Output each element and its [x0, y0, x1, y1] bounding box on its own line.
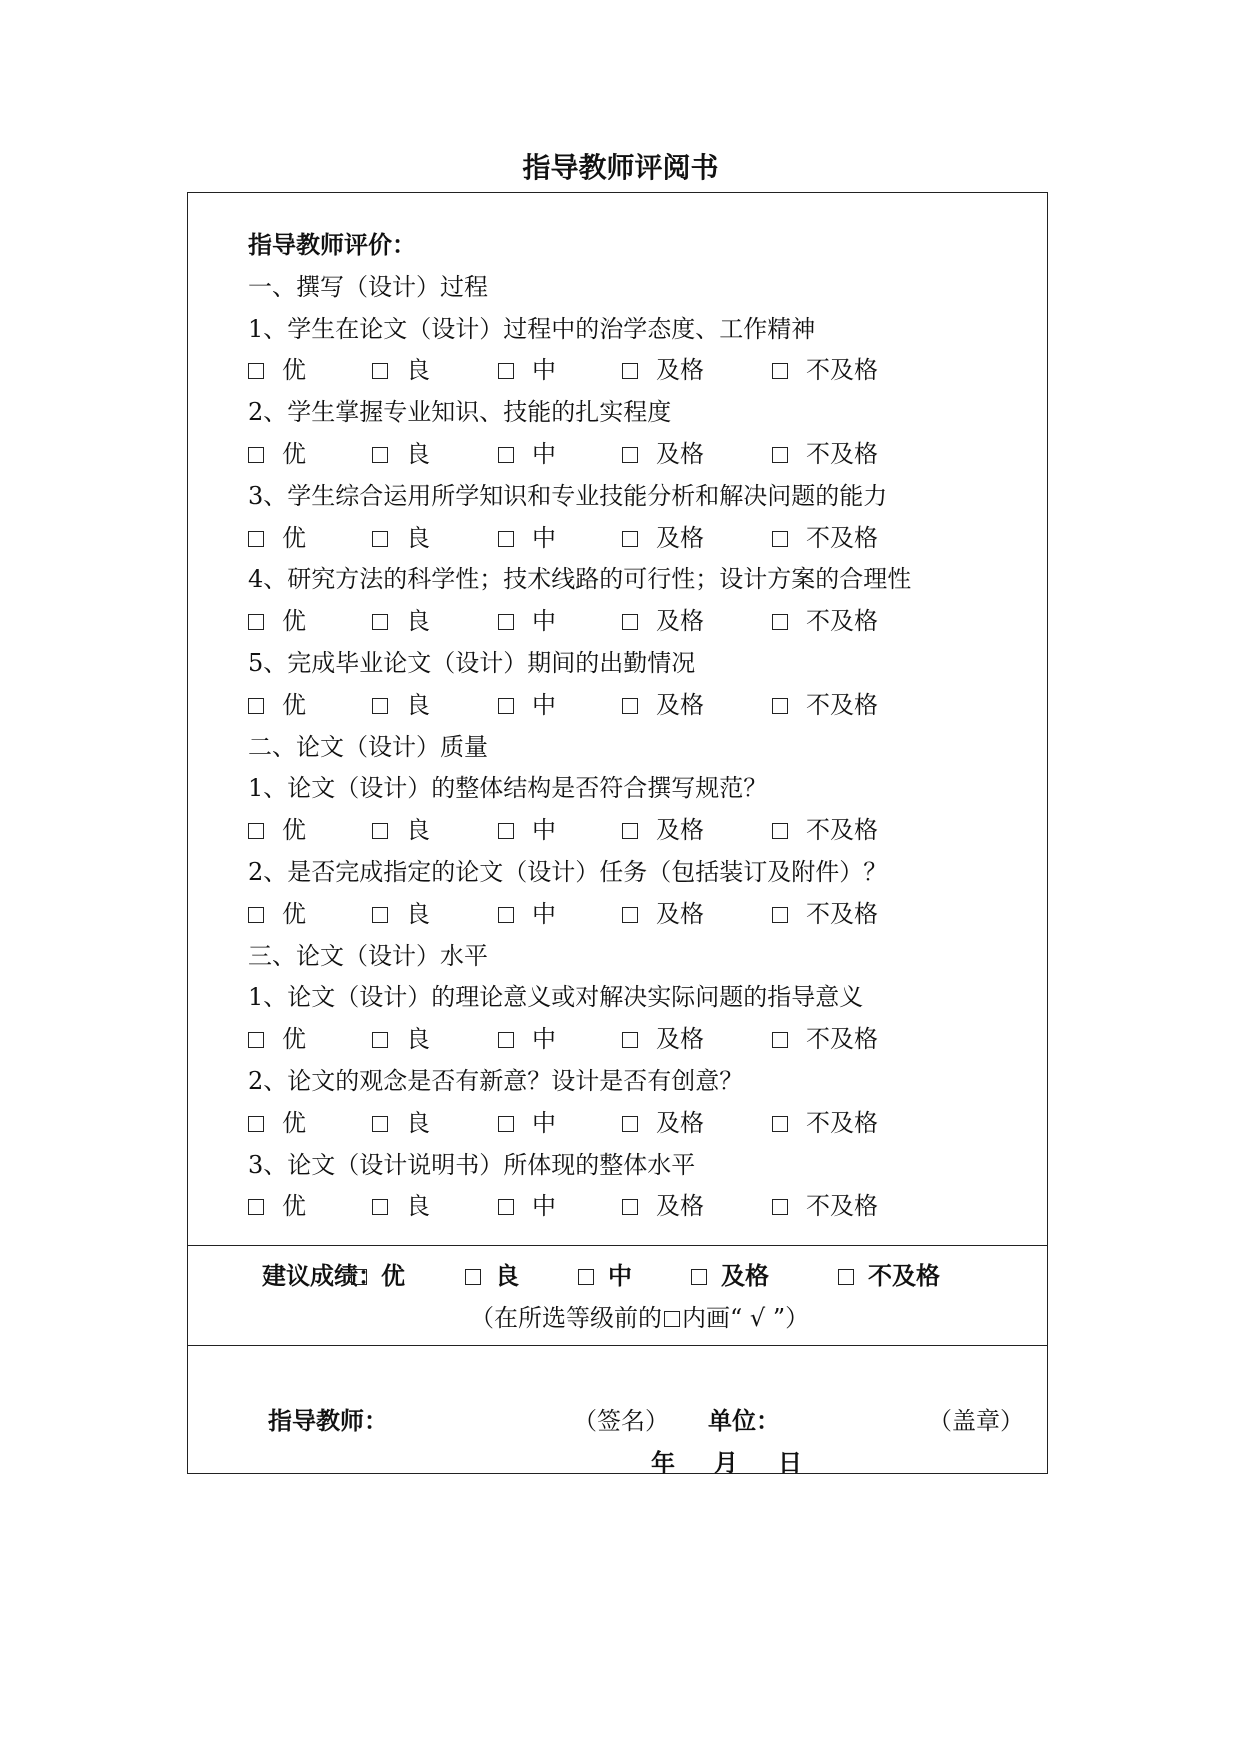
checkbox[interactable]	[248, 1199, 264, 1215]
checkbox[interactable]	[622, 1116, 638, 1132]
grade-option[interactable]	[622, 523, 704, 553]
checkbox[interactable]	[372, 907, 388, 923]
suggest-grade-option[interactable]	[691, 1261, 769, 1291]
grade-option[interactable]	[498, 1108, 556, 1138]
grade-label: 优	[282, 1025, 306, 1053]
grade-label: 优	[282, 1109, 306, 1137]
checkbox[interactable]	[772, 1032, 788, 1048]
grade-option[interactable]	[248, 899, 306, 929]
criterion-text: 1、论文（设计）的理论意义或对解决实际问题的指导意义	[248, 983, 864, 1011]
grade-option[interactable]	[498, 439, 556, 469]
grade-label: 良	[406, 524, 430, 552]
grade-option[interactable]	[772, 355, 878, 385]
grade-label: 优	[381, 1262, 405, 1290]
checkbox[interactable]	[622, 447, 638, 463]
grade-option[interactable]	[372, 1024, 430, 1054]
criterion-text: 2、论文的观念是否有新意？设计是否有创意？	[248, 1067, 744, 1095]
checkbox[interactable]	[578, 1269, 594, 1285]
criterion-text: 5、完成毕业论文（设计）期间的出勤情况	[248, 649, 696, 677]
grade-label: 及格	[656, 1109, 704, 1137]
grade-option[interactable]	[248, 1024, 306, 1054]
grade-label: 不及格	[868, 1262, 940, 1290]
checkbox[interactable]	[498, 907, 514, 923]
criterion-text: 1、学生在论文（设计）过程中的治学态度、工作精神	[248, 315, 816, 343]
grade-label: 优	[282, 524, 306, 552]
grade-option[interactable]	[622, 355, 704, 385]
grade-label: 不及格	[806, 356, 878, 384]
grade-label: 及格	[656, 900, 704, 928]
grade-option[interactable]	[622, 690, 704, 720]
criterion-text: 3、学生综合运用所学知识和专业技能分析和解决问题的能力	[248, 482, 888, 510]
suggest-grade-option[interactable]	[465, 1261, 519, 1291]
checkbox[interactable]	[372, 1199, 388, 1215]
grade-option[interactable]	[498, 1024, 556, 1054]
checkbox[interactable]	[248, 1116, 264, 1132]
grade-label: 中	[532, 607, 556, 635]
criterion-text: 2、学生掌握专业知识、技能的扎实程度	[248, 398, 672, 426]
grade-label: 良	[406, 900, 430, 928]
grade-label: 中	[532, 816, 556, 844]
suggest-note-after: 内画“ √ ”）	[682, 1304, 810, 1332]
grade-label: 不及格	[806, 816, 878, 844]
checkbox[interactable]	[248, 1032, 264, 1048]
checkbox[interactable]	[248, 531, 264, 547]
grade-option[interactable]	[248, 1191, 306, 1221]
grade-label: 优	[282, 691, 306, 719]
grade-label: 优	[282, 607, 306, 635]
checkbox[interactable]	[498, 1032, 514, 1048]
grade-label: 及格	[656, 440, 704, 468]
grade-label: 良	[406, 607, 430, 635]
grade-label: 中	[532, 1192, 556, 1220]
grade-label: 及格	[656, 1192, 704, 1220]
grade-label: 不及格	[806, 691, 878, 719]
grade-option[interactable]	[622, 439, 704, 469]
grade-label: 及格	[656, 691, 704, 719]
criterion-text: 2、是否完成指定的论文（设计）任务（包括装订及附件）？	[248, 858, 888, 886]
criterion-text: 3、论文（设计说明书）所体现的整体水平	[248, 1151, 696, 1179]
grade-option[interactable]	[372, 1191, 430, 1221]
grade-option[interactable]	[248, 815, 306, 845]
checkbox[interactable]	[248, 823, 264, 839]
grade-option[interactable]	[772, 523, 878, 553]
checkbox[interactable]	[372, 447, 388, 463]
checkbox[interactable]	[772, 823, 788, 839]
criterion-text: 1、论文（设计）的整体结构是否符合撰写规范？	[248, 774, 768, 802]
seal-note: （盖章）	[928, 1407, 1024, 1435]
grade-option[interactable]	[498, 815, 556, 845]
grade-option[interactable]	[248, 606, 306, 636]
checkbox[interactable]	[838, 1269, 854, 1285]
checkbox[interactable]	[498, 531, 514, 547]
grade-option[interactable]	[772, 690, 878, 720]
suggest-label: 建议成绩：	[262, 1262, 382, 1290]
checkbox[interactable]	[622, 823, 638, 839]
grade-option[interactable]	[772, 606, 878, 636]
checkbox[interactable]	[498, 1116, 514, 1132]
grade-label: 及格	[656, 356, 704, 384]
grade-option[interactable]	[622, 899, 704, 929]
grade-option[interactable]	[498, 606, 556, 636]
grade-label: 不及格	[806, 1025, 878, 1053]
grade-label: 良	[406, 1025, 430, 1053]
section-heading: 二、论文（设计）质量	[248, 733, 488, 761]
checkbox[interactable]	[498, 363, 514, 379]
grade-label: 良	[495, 1262, 519, 1290]
grade-label: 中	[532, 900, 556, 928]
sign-note: （签名）	[573, 1407, 669, 1435]
grade-label: 及格	[656, 607, 704, 635]
grade-label: 及格	[656, 524, 704, 552]
checkbox[interactable]	[248, 907, 264, 923]
grade-option[interactable]	[772, 1024, 878, 1054]
grade-option[interactable]	[372, 815, 430, 845]
checkbox[interactable]	[498, 447, 514, 463]
checkbox[interactable]	[622, 1032, 638, 1048]
grade-label: 不及格	[806, 900, 878, 928]
grade-label: 优	[282, 356, 306, 384]
checkbox[interactable]	[372, 531, 388, 547]
checkbox[interactable]	[622, 363, 638, 379]
checkbox[interactable]	[772, 1199, 788, 1215]
grade-option[interactable]	[498, 899, 556, 929]
grade-option[interactable]	[622, 815, 704, 845]
checkbox[interactable]	[498, 1199, 514, 1215]
grade-option[interactable]	[772, 439, 878, 469]
grade-label: 不及格	[806, 1109, 878, 1137]
grade-label: 及格	[721, 1262, 769, 1290]
checkbox[interactable]	[372, 823, 388, 839]
grade-option[interactable]	[498, 690, 556, 720]
checkbox[interactable]	[465, 1269, 481, 1285]
checkbox[interactable]	[248, 447, 264, 463]
grade-label: 优	[282, 440, 306, 468]
grade-label: 优	[282, 816, 306, 844]
checkbox[interactable]	[498, 614, 514, 630]
grade-option[interactable]	[772, 815, 878, 845]
section-heading: 三、论文（设计）水平	[248, 942, 488, 970]
checkbox[interactable]	[772, 1116, 788, 1132]
checkbox[interactable]	[351, 1269, 367, 1285]
grade-label: 良	[406, 691, 430, 719]
grade-option[interactable]	[248, 439, 306, 469]
checkbox[interactable]	[498, 698, 514, 714]
grade-option[interactable]	[622, 1108, 704, 1138]
checkbox[interactable]	[772, 698, 788, 714]
checkbox[interactable]	[372, 614, 388, 630]
suggest-note	[470, 1303, 809, 1333]
grade-option[interactable]	[372, 355, 430, 385]
date-day: 日	[778, 1449, 802, 1477]
grade-option[interactable]	[772, 899, 878, 929]
checkbox[interactable]	[248, 698, 264, 714]
suggest-note-before: （在所选等级前的	[470, 1304, 662, 1332]
grade-option[interactable]	[372, 1108, 430, 1138]
grade-option[interactable]	[498, 523, 556, 553]
grade-label: 不及格	[806, 607, 878, 635]
checkbox[interactable]	[372, 1116, 388, 1132]
checkbox[interactable]	[372, 698, 388, 714]
grade-label: 及格	[656, 1025, 704, 1053]
checkbox[interactable]	[248, 614, 264, 630]
grade-option[interactable]	[622, 1024, 704, 1054]
checkbox[interactable]	[372, 363, 388, 379]
checkbox[interactable]	[622, 698, 638, 714]
grade-label: 良	[406, 816, 430, 844]
evaluation-header: 指导教师评价：	[248, 231, 416, 259]
grade-option[interactable]	[248, 523, 306, 553]
grade-label: 优	[282, 1192, 306, 1220]
checkbox[interactable]	[691, 1269, 707, 1285]
checkbox[interactable]	[772, 614, 788, 630]
grade-label: 中	[532, 1025, 556, 1053]
grade-label: 及格	[656, 816, 704, 844]
checkbox[interactable]	[372, 1032, 388, 1048]
evaluation-form	[187, 192, 1048, 1477]
grade-label: 中	[532, 1109, 556, 1137]
checkbox[interactable]	[498, 823, 514, 839]
grade-label: 中	[532, 691, 556, 719]
date-year: 年	[651, 1449, 675, 1477]
grade-option[interactable]	[622, 606, 704, 636]
divider	[188, 1345, 1047, 1346]
checkbox[interactable]	[772, 363, 788, 379]
divider	[188, 1245, 1047, 1246]
grade-option[interactable]	[248, 1108, 306, 1138]
suggest-grade-option[interactable]	[578, 1261, 632, 1291]
page-title: 指导教师评阅书	[522, 151, 719, 184]
grade-option[interactable]	[372, 899, 430, 929]
teacher-label: 指导教师：	[268, 1407, 388, 1435]
grade-label: 良	[406, 356, 430, 384]
grade-label: 中	[532, 440, 556, 468]
grade-label: 不及格	[806, 524, 878, 552]
checkbox[interactable]	[248, 363, 264, 379]
grade-option[interactable]	[772, 1108, 878, 1138]
grade-option[interactable]	[372, 439, 430, 469]
suggest-grade-option[interactable]	[351, 1261, 405, 1291]
grade-label: 中	[532, 356, 556, 384]
grade-option[interactable]	[248, 690, 306, 720]
checkbox[interactable]	[622, 614, 638, 630]
grade-label: 中	[608, 1262, 632, 1290]
grade-label: 不及格	[806, 1192, 878, 1220]
grade-option[interactable]	[372, 606, 430, 636]
grade-option[interactable]	[622, 1191, 704, 1221]
checkbox[interactable]	[622, 907, 638, 923]
checkbox[interactable]	[622, 531, 638, 547]
grade-option[interactable]	[248, 355, 306, 385]
unit-label: 单位：	[708, 1407, 780, 1435]
section-heading: 一、撰写（设计）过程	[248, 273, 488, 301]
grade-option[interactable]	[498, 355, 556, 385]
grade-label: 良	[406, 1192, 430, 1220]
grade-option[interactable]	[372, 690, 430, 720]
checkbox-sample-icon	[664, 1311, 680, 1327]
grade-label: 良	[406, 1109, 430, 1137]
checkbox[interactable]	[772, 907, 788, 923]
grade-label: 中	[532, 524, 556, 552]
checkbox[interactable]	[772, 447, 788, 463]
criterion-text: 4、研究方法的科学性；技术线路的可行性；设计方案的合理性	[248, 565, 912, 593]
grade-label: 良	[406, 440, 430, 468]
checkbox[interactable]	[622, 1199, 638, 1215]
checkbox[interactable]	[772, 531, 788, 547]
grade-label: 优	[282, 900, 306, 928]
grade-option[interactable]	[498, 1191, 556, 1221]
grade-option[interactable]	[372, 523, 430, 553]
grade-label: 不及格	[806, 440, 878, 468]
date-month: 月	[714, 1449, 738, 1477]
grade-option[interactable]	[772, 1191, 878, 1221]
suggest-grade-option[interactable]	[838, 1261, 940, 1291]
